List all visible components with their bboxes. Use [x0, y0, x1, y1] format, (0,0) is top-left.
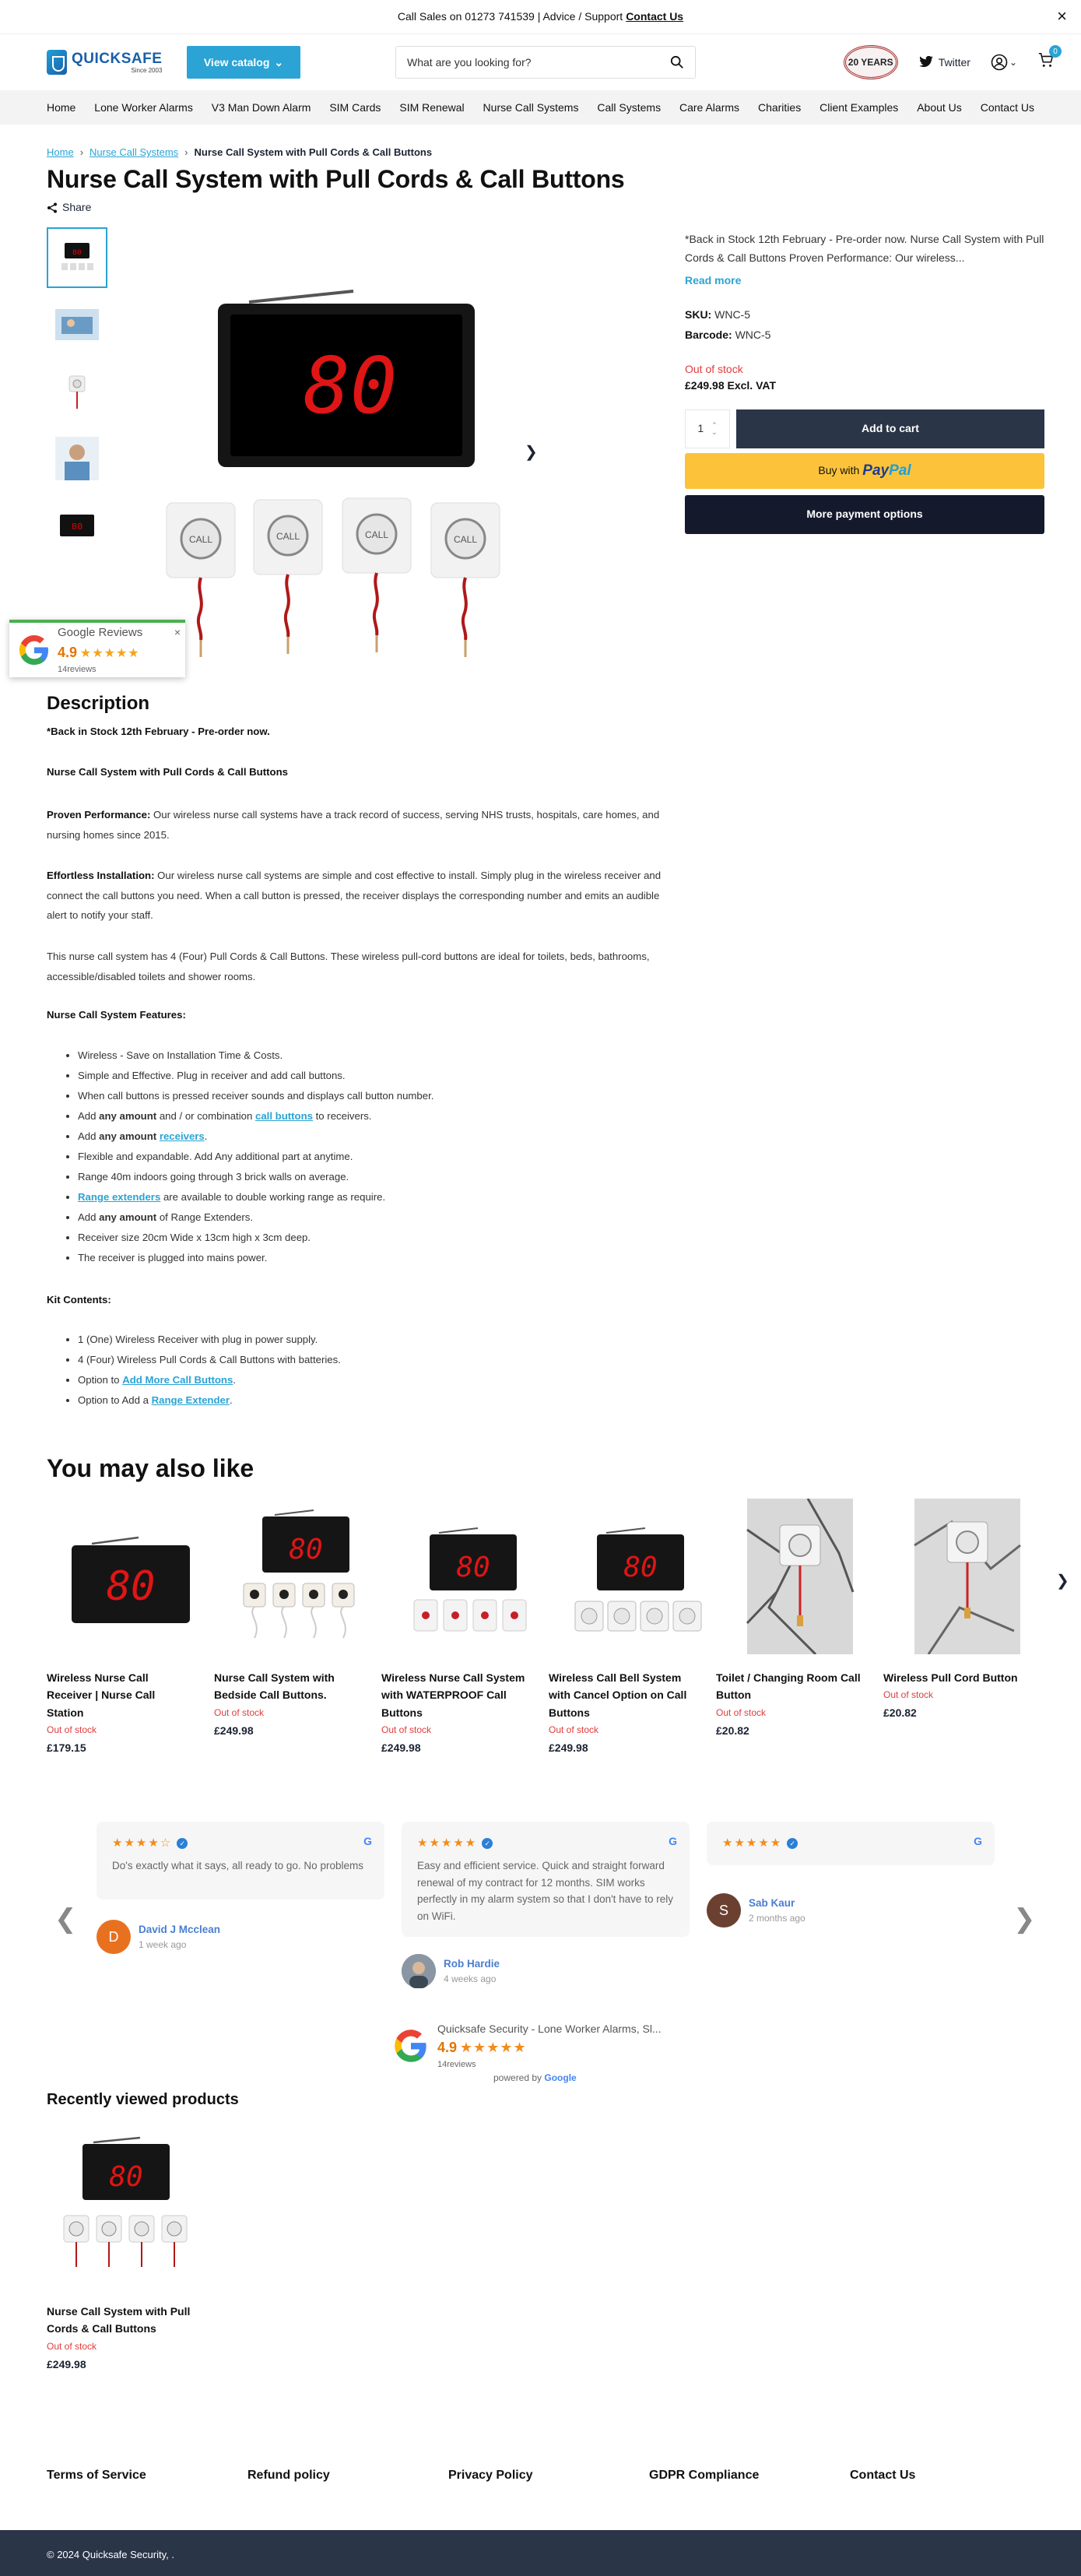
site-header: [0, 34, 1081, 90]
product-card-name[interactable]: Nurse Call System with Bedside Call Buttons.: [214, 1671, 335, 1702]
cart-button[interactable]: [1037, 47, 1058, 73]
product-card-image[interactable]: [716, 1495, 883, 1658]
review-text: Do's exactly what it says, all ready to go. No problems: [112, 1860, 363, 1871]
thumbnail-5[interactable]: [47, 495, 107, 556]
recently-viewed-heading: Recently viewed products: [47, 2091, 239, 2108]
review-time: 4 weeks ago: [444, 1973, 497, 1985]
svg-text:CALL: CALL: [364, 529, 389, 540]
review-text: Easy and efficient service. Quick and straight forward renewal of my contract for 12 months. SIM works perfectly in my alarm system so that I don't have to rely on WiFi.: [417, 1860, 673, 1922]
paypal-logo: PayPal: [862, 462, 911, 479]
list-item: • Add any amount and / or combination call buttons to receivers.: [78, 1109, 433, 1129]
main-nav: [0, 90, 1081, 125]
logo[interactable]: [47, 50, 163, 75]
product-card-name[interactable]: Toilet / Changing Room Call Button: [716, 1671, 861, 1702]
summary-count: 14reviews: [437, 2060, 476, 2069]
review-card: [707, 1822, 995, 1865]
product-card-image[interactable]: [214, 1495, 381, 1658]
review-stars: ★★★★★: [722, 1836, 783, 1850]
twitter-label: Twitter: [938, 55, 970, 69]
summary-score: 4.9: [437, 2040, 458, 2055]
search-icon[interactable]: [670, 55, 684, 69]
review-author: [402, 1954, 500, 1988]
close-icon[interactable]: ×: [174, 626, 181, 638]
google-logo-icon: [392, 2027, 430, 2065]
list-item: • 1 (One) Wireless Receiver with plug in power supply.: [78, 1332, 341, 1352]
read-more-link[interactable]: Read more: [685, 273, 742, 286]
reviews-carousel: [47, 1822, 1043, 1985]
product-card-stock: Out of stock: [47, 1724, 97, 1736]
share-button[interactable]: [47, 199, 91, 216]
review-stars: ★★★★★: [417, 1836, 478, 1850]
nav-item-care-alarms[interactable]: Care Alarms: [679, 100, 740, 114]
sku-row: SKU: WNC-5: [685, 308, 751, 321]
nav-item-lone-worker-alarms[interactable]: Lone Worker Alarms: [94, 100, 193, 114]
chevron-left-icon[interactable]: ❮: [54, 1904, 77, 1934]
nav-item-sim-cards[interactable]: SIM Cards: [329, 100, 381, 114]
paypal-button[interactable]: [685, 453, 1044, 489]
google-widget-stars: ★★★★★: [79, 646, 140, 660]
product-card-stock: Out of stock: [883, 1689, 934, 1701]
chevron-right-icon[interactable]: ❯: [1056, 1573, 1069, 1590]
search-placeholder: What are you looking for?: [407, 55, 532, 69]
svg-text:80: 80: [71, 522, 83, 532]
product-info: [685, 230, 1044, 534]
business-name: Quicksafe Security - Lone Worker Alarms, Sl...: [437, 2022, 662, 2035]
kit-heading: Kit Contents:: [47, 1294, 111, 1306]
description-p2: Nurse Call System with Pull Cords & Call Buttons: [47, 766, 288, 778]
quantity-stepper[interactable]: [685, 409, 730, 448]
review-time: 2 months ago: [749, 1913, 805, 1924]
product-card-image[interactable]: [47, 2130, 202, 2298]
nav-item-about-us[interactable]: About Us: [917, 100, 962, 114]
page-title: Nurse Call System with Pull Cords & Call Buttons: [47, 165, 625, 193]
review-author-name[interactable]: Rob Hardie: [444, 1957, 500, 1970]
svg-text:CALL: CALL: [453, 534, 478, 545]
review-card: [97, 1822, 384, 1899]
view-catalog-label: View catalog: [203, 55, 270, 69]
product-card-price: £249.98: [381, 1741, 421, 1755]
product-card[interactable]: [47, 1495, 214, 1756]
footer-bar: [0, 2530, 1081, 2576]
review-author: [97, 1920, 220, 1954]
google-g-icon: G: [669, 1835, 677, 1847]
product-card[interactable]: [381, 1495, 549, 1756]
product-card[interactable]: [883, 1495, 1051, 1756]
features-list: [78, 1048, 433, 1270]
google-g-icon: G: [363, 1835, 372, 1847]
list-item: • The receiver is plugged into mains power.: [78, 1250, 433, 1270]
product-card-stock: Out of stock: [381, 1724, 432, 1736]
summary-stars: ★★★★★: [459, 2040, 527, 2055]
buy-with-label: Buy with: [818, 464, 860, 477]
list-item: • Flexible and expandable. Add Any additional part at anytime.: [78, 1149, 433, 1169]
product-main-image: [156, 272, 529, 669]
google-widget-count: 14reviews: [58, 664, 97, 674]
list-item: • Option to Add More Call Buttons.: [78, 1372, 341, 1393]
product-card-name[interactable]: Wireless Nurse Call System with WATERPROOF Call Buttons: [381, 1671, 525, 1719]
review-card: [402, 1822, 690, 1937]
add-to-cart-button[interactable]: Add to cart: [736, 409, 1044, 448]
call-buttons-link[interactable]: call buttons: [254, 1110, 313, 1122]
announcement-bar: [0, 0, 1081, 34]
product-card-price: £249.98: [549, 1741, 588, 1755]
review-stars: ★★★★☆: [112, 1836, 173, 1850]
avatar: S: [707, 1893, 741, 1928]
nav-item-call-systems[interactable]: Call Systems: [597, 100, 662, 114]
chevron-right-icon[interactable]: ❯: [1013, 1904, 1036, 1934]
footer-link-privacy[interactable]: Privacy Policy: [448, 2469, 533, 2482]
footer-link-refund[interactable]: Refund policy: [247, 2469, 330, 2482]
features-heading: Nurse Call System Features:: [47, 1009, 186, 1021]
breadcrumb: Home › Nurse Call Systems › Nurse Call System with Pull Cords & Call Buttons: [47, 146, 433, 158]
svg-text:80: 80: [106, 1563, 155, 1610]
powered-by-google: powered by Google: [493, 2072, 577, 2083]
list-item: • Range extenders are available to double working range as require.: [78, 1190, 433, 1210]
thumbnail-1[interactable]: [47, 227, 107, 288]
chevron-down-icon: ⌄: [1009, 57, 1017, 68]
list-item: • Simple and Effective. Plug in receiver and add call buttons.: [78, 1068, 433, 1088]
svg-text:80: 80: [72, 249, 82, 258]
twitter-icon: [918, 56, 934, 69]
google-reviews-widget[interactable]: [9, 620, 185, 677]
announcement-contact-link[interactable]: Contact Us: [626, 10, 684, 23]
thumbnail-3[interactable]: [47, 361, 107, 422]
list-item: • Add any amount receivers.: [78, 1129, 433, 1149]
footer-link-gdpr[interactable]: GDPR Compliance: [649, 2469, 760, 2482]
breadcrumb-current: Nurse Call System with Pull Cords & Call Buttons: [194, 146, 433, 158]
footer-link-contact[interactable]: Contact Us: [850, 2469, 916, 2482]
account-button[interactable]: [991, 54, 1017, 71]
chevron-right-icon[interactable]: ❯: [525, 444, 538, 461]
twenty-years-badge: 20 YEARS: [844, 45, 898, 79]
add-more-call-buttons-link[interactable]: Add More Call Buttons: [122, 1374, 233, 1386]
cart-count-badge: 0: [1049, 45, 1062, 58]
logo-since: Since 2003: [131, 66, 163, 74]
verified-icon: ✓: [177, 1838, 188, 1849]
review-author-name[interactable]: David J Mcclean: [139, 1923, 221, 1935]
sku-value: WNC-5: [714, 308, 751, 321]
copyright: © 2024 Quicksafe Security, .: [47, 2549, 174, 2560]
product-card-price: £20.82: [716, 1724, 749, 1737]
product-card-image[interactable]: [883, 1495, 1051, 1658]
search-input[interactable]: [395, 46, 696, 79]
list-item: • Option to Add a Range Extender.: [78, 1393, 341, 1413]
google-logo-icon: [17, 633, 51, 667]
svg-text:CALL: CALL: [276, 531, 300, 542]
share-icon: [47, 202, 58, 213]
description-heading: Description: [47, 693, 150, 714]
review-author: [707, 1893, 805, 1928]
nav-item-client-examples[interactable]: Client Examples: [820, 100, 899, 114]
footer-link-terms[interactable]: Terms of Service: [47, 2469, 146, 2482]
user-icon: [991, 54, 1008, 71]
close-icon[interactable]: ×: [1057, 6, 1067, 26]
google-widget-score: 4.9: [58, 644, 78, 660]
product-card-price: £179.15: [47, 1741, 86, 1755]
description-p4: Effortless Installation: Our wireless nurse call systems are simple and cost effective to install. Simply plug in the wireless receiver and connect the call buttons you need. When a call button is pressed, the receiver displays the corresponding number and emits an audible alert to notify your staff.: [47, 870, 662, 922]
receivers-link[interactable]: receivers: [159, 1130, 205, 1142]
also-like-heading: You may also like: [47, 1454, 254, 1482]
product-card-name[interactable]: Wireless Pull Cord Button: [883, 1671, 1018, 1684]
product-card-name[interactable]: Wireless Nurse Call Receiver | Nurse Call Station: [47, 1671, 156, 1719]
verified-icon: ✓: [787, 1838, 798, 1849]
quantity-value: 1: [697, 422, 704, 435]
receiver-display-number: 80: [303, 340, 398, 431]
barcode-value: WNC-5: [735, 329, 771, 342]
share-label: Share: [62, 201, 92, 213]
google-g-icon: G: [974, 1835, 982, 1847]
range-extender-link[interactable]: Range Extender: [151, 1394, 230, 1406]
kit-list: [78, 1332, 341, 1413]
range-extenders-link[interactable]: Range extenders: [78, 1191, 161, 1203]
list-item: • When call buttons is pressed receiver sounds and displays call button number.: [78, 1088, 433, 1109]
footer-links: [47, 2466, 1051, 2485]
logo-text: QUICKSAFE: [72, 50, 163, 67]
list-item: • Receiver size 20cm Wide x 13cm high x 3cm deep.: [78, 1230, 433, 1250]
svg-text:80: 80: [288, 1534, 323, 1566]
product-card-stock: Out of stock: [214, 1706, 265, 1718]
list-item: • Wireless - Save on Installation Time & Costs.: [78, 1048, 433, 1068]
announcement-text: Call Sales on 01273 741539 | Advice / Support: [397, 10, 623, 23]
product-card-name[interactable]: Nurse Call System with Pull Cords & Call Buttons: [47, 2305, 191, 2335]
svg-text:CALL: CALL: [188, 534, 213, 545]
nav-item-v3-man-down-alarm[interactable]: V3 Man Down Alarm: [211, 100, 311, 114]
product-card-price: £249.98: [214, 1724, 254, 1737]
description-p5: This nurse call system has 4 (Four) Pull Cords & Call Buttons. These wireless pull-cord buttons are ideal for toilets, beds, bathrooms, accessible/disabled toilets and shower rooms.: [47, 951, 650, 982]
google-widget-title: Google Reviews: [58, 626, 143, 639]
nav-item-nurse-call-systems[interactable]: Nurse Call Systems: [483, 100, 579, 114]
list-item: • Add any amount of Range Extenders.: [78, 1210, 433, 1230]
product-card-stock: Out of stock: [549, 1724, 599, 1736]
product-card[interactable]: [214, 1495, 381, 1756]
product-card-stock: Out of stock: [716, 1706, 767, 1718]
google-reviews-summary[interactable]: [392, 2021, 662, 2072]
product-card-image[interactable]: [381, 1495, 549, 1658]
product-short-description: *Back in Stock 12th February - Pre-order now. Nurse Call System with Pull Cords & Call Buttons Proven Performance: Our wireless...: [685, 233, 1044, 264]
twitter-link[interactable]: [918, 54, 970, 71]
description-p3: Proven Performance: Our wireless nurse call systems have a track record of success, serving NHS trusts, hospitals, care homes, and nursing homes since 2015.: [47, 809, 660, 841]
also-like-products: [47, 1495, 1051, 1756]
review-time: 1 week ago: [139, 1939, 187, 1951]
verified-icon: ✓: [482, 1838, 493, 1849]
nav-item-contact-us[interactable]: Contact Us: [980, 100, 1034, 114]
product-card-stock: Out of stock: [47, 2340, 97, 2352]
product-card[interactable]: [47, 2130, 202, 2373]
barcode-row: Barcode: WNC-5: [685, 329, 771, 342]
product-card-price: £20.82: [883, 1706, 917, 1720]
stepper-arrows-icon[interactable]: ⌃ ⌄: [711, 420, 718, 436]
list-item: • Range 40m indoors going through 3 brick walls on average.: [78, 1169, 433, 1190]
product-card-price: £249.98: [47, 2357, 86, 2370]
review-author-name[interactable]: Sab Kaur: [749, 1896, 795, 1909]
nav-item-sim-renewal[interactable]: SIM Renewal: [399, 100, 465, 114]
thumbnail-list: [47, 227, 107, 562]
logo-shield-icon: [47, 50, 67, 75]
nav-item-charities[interactable]: Charities: [757, 100, 802, 114]
svg-text:80: 80: [455, 1552, 490, 1583]
view-catalog-button[interactable]: [187, 46, 300, 79]
product-card-name[interactable]: Wireless Call Bell System with Cancel Option on Call Buttons: [549, 1671, 687, 1719]
product-price: £249.98 Excl. VAT: [685, 378, 776, 392]
svg-text:80: 80: [623, 1552, 658, 1583]
stock-status: Out of stock: [685, 362, 743, 375]
product-card-image[interactable]: [549, 1495, 716, 1658]
breadcrumb-home[interactable]: Home: [47, 146, 74, 158]
product-card-image[interactable]: [47, 1495, 214, 1658]
thumbnail-4[interactable]: [47, 428, 107, 489]
more-payment-options-button[interactable]: More payment options: [685, 495, 1044, 534]
avatar: D: [97, 1920, 131, 1954]
list-item: • 4 (Four) Wireless Pull Cords & Call Buttons with batteries.: [78, 1352, 341, 1372]
avatar: [402, 1954, 436, 1988]
thumbnail-2[interactable]: [47, 294, 107, 355]
product-card[interactable]: [716, 1495, 883, 1756]
product-card[interactable]: [549, 1495, 716, 1756]
chevron-down-icon: ⌄: [274, 55, 284, 69]
nav-item-home[interactable]: Home: [47, 100, 76, 114]
svg-text:80: 80: [109, 2161, 143, 2193]
breadcrumb-category[interactable]: Nurse Call Systems: [89, 146, 179, 158]
description-p1: *Back in Stock 12th February - Pre-order now.: [47, 726, 270, 737]
